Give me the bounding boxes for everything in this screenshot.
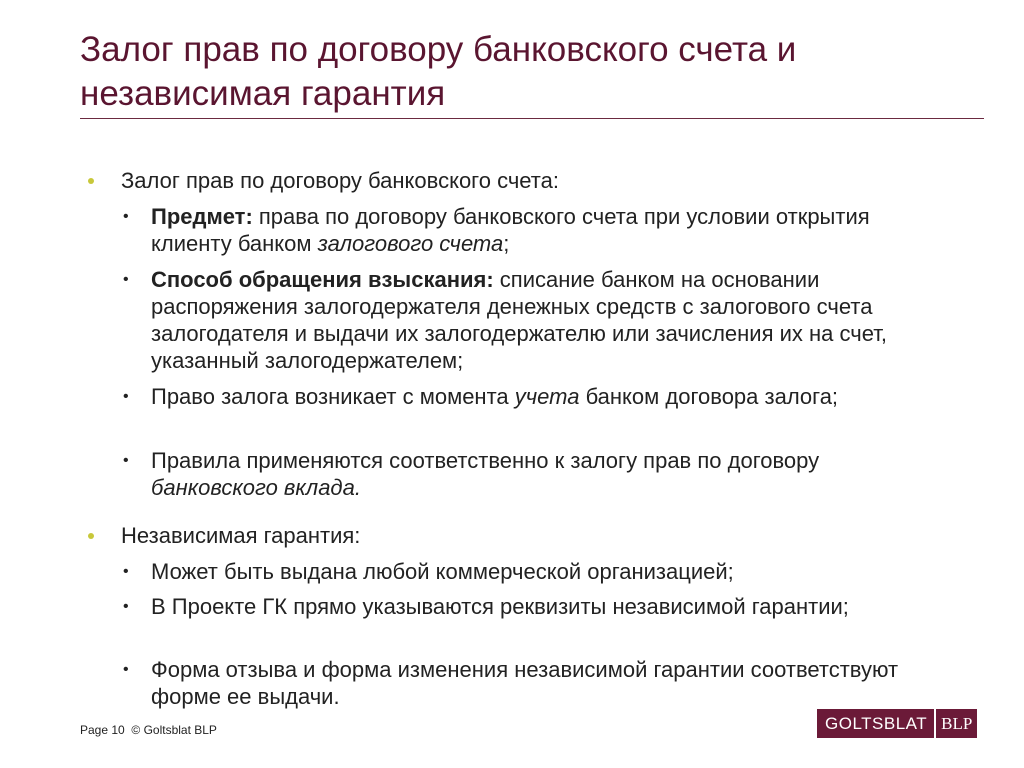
bullet-icon: •: [123, 452, 129, 469]
bullet-icon: •: [123, 563, 129, 580]
bullet-icon: •: [123, 208, 129, 225]
title-divider: [80, 118, 984, 119]
bullet-icon: •: [123, 661, 129, 678]
copyright: © Goltsblat BLP: [131, 723, 217, 737]
footer: [80, 722, 217, 738]
section2-heading: Независимая гарантия:: [121, 523, 361, 548]
registration-term: учета: [514, 384, 580, 409]
pledge-account-term: залогового счета: [317, 231, 504, 256]
list-item-requisites: В Проекте ГК прямо указываются реквизиты независимой гарантии;: [151, 594, 849, 619]
section1-bullet-icon: [88, 178, 94, 184]
deposit-term: банковского вклада.: [151, 475, 361, 500]
bullet-icon: •: [123, 388, 129, 405]
subject-label: Предмет:: [151, 204, 253, 229]
slide-title-line1: Залог прав по договору банковского счета и: [80, 30, 797, 69]
list-item-subject: Предмет: права по договору банковского счета при условии открытия клиенту банком залогового счета;: [151, 204, 870, 256]
list-item-enforcement: Способ обращения взыскания: списание банком на основании распоряжения залогодержателя денежных средств с залогового счета залогодателя и выдачи их залогодержателю или зачисления их на счет, указанный залогодержателем;: [151, 267, 887, 373]
bullet-icon: •: [123, 598, 129, 615]
logo-main-text: GOLTSBLAT: [817, 709, 934, 738]
list-item-form: Форма отзыва и форма изменения независимой гарантии соответствуют форме ее выдачи.: [151, 657, 899, 709]
page-number: Page 10: [80, 723, 125, 737]
section2-bullet-icon: [88, 533, 94, 539]
company-logo: [817, 709, 977, 738]
slide-title: [80, 28, 980, 116]
section1-heading: Залог прав по договору банковского счета:: [121, 168, 559, 193]
list-item-rules: Правила применяются соответственно к залогу прав по договору банковского вклада.: [151, 448, 820, 500]
bullet-icon: •: [123, 271, 129, 288]
list-item-pledge-right: Право залога возникает с момента учета банком договора залога;: [151, 384, 839, 409]
enforcement-label: Способ обращения взыскания:: [151, 267, 494, 292]
logo-side-text: BLP: [936, 709, 977, 738]
slide-title-line2: независимая гарантия: [80, 74, 446, 113]
list-item-issuer: Может быть выдана любой коммерческой организацией;: [151, 559, 734, 584]
